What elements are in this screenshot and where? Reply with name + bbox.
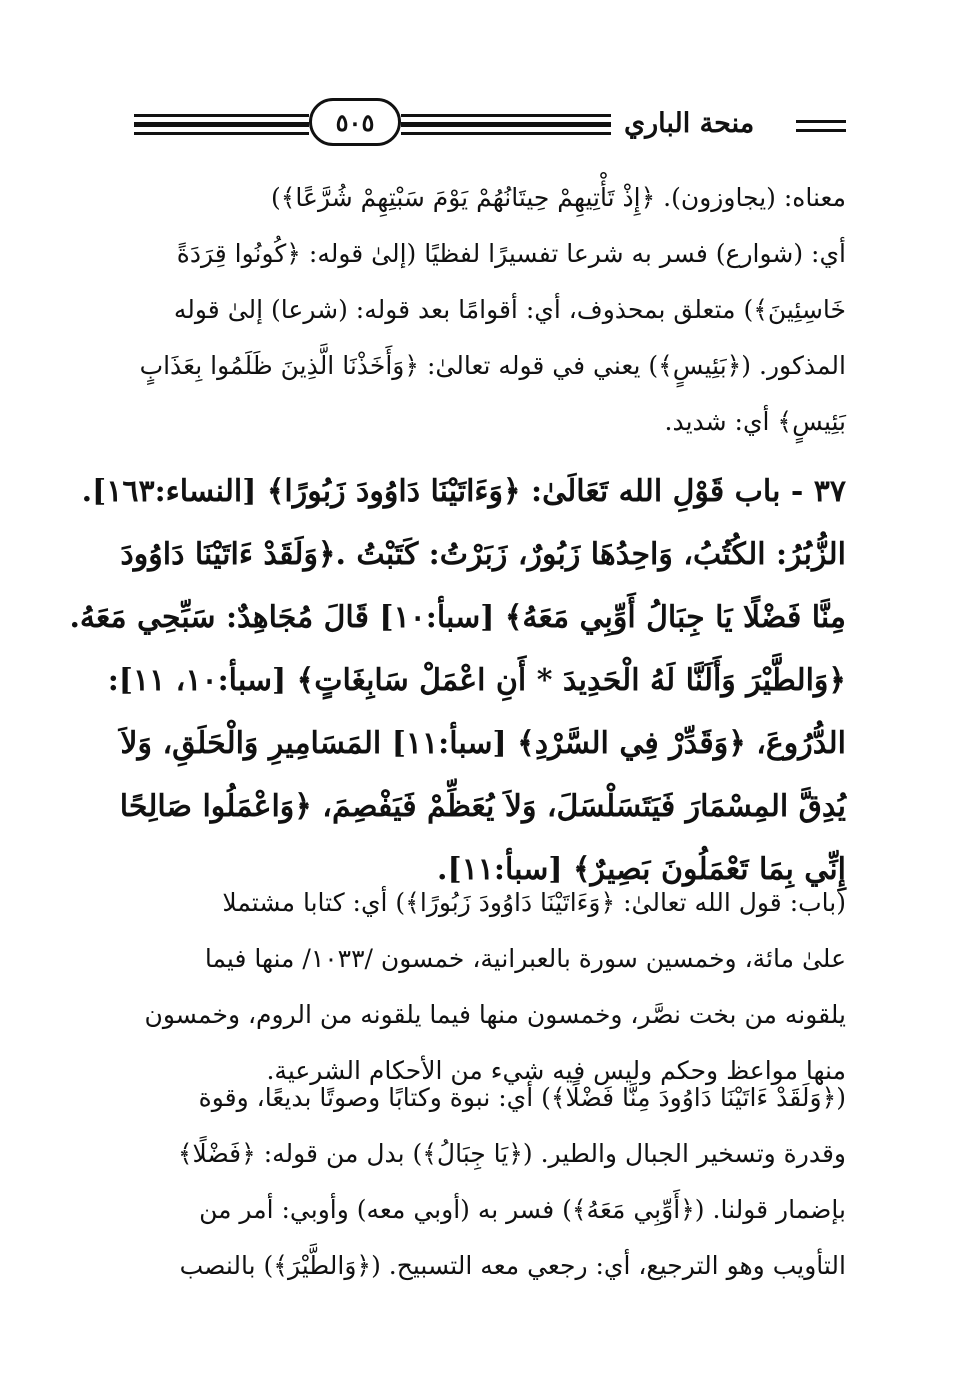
commentary-block-1: [128, 170, 846, 450]
text-line: يلقونه من بخت نصَّر، وخمسون منها فيما يلقونه من الروم، وخمسون: [144, 1000, 846, 1029]
text-line: أي: (شوارع) فسر به شرعا تفسيرًا لفظيًا (إلىٰ قوله: ﴿كُونُوا قِرَدَةً: [176, 239, 846, 268]
commentary-block-3: [128, 1070, 846, 1294]
text-line: خَاسِئِينَ﴾) متعلق بمحذوف، أي: أقوامًا بعد قوله: (شرعا) إلىٰ قوله: [173, 295, 846, 324]
page-header: [134, 98, 846, 158]
text-line: بَئِيسٍ﴾ أي: شديد.: [664, 407, 846, 436]
chapter-line: الدُّرُوعَ، ﴿وَقَدِّرْ فِي السَّرْدِ﴾ [سبأ:١١] المَسَامِيرِ وَالْحَلَقِ، وَلاَ: [120, 726, 846, 761]
chapter-line: ٣٧ - باب قَوْلِ الله تَعَالَىٰ: ﴿وَءَاتَيْنَا دَاوُودَ زَبُورًا﴾ [النساء:١٦٣].: [81, 474, 846, 509]
text-line: وقدرة وتسخير الجبال والطير. (﴿يَا جِبَالُ﴾) بدل من قوله: ﴿فَضْلًا﴾: [177, 1139, 846, 1168]
text-line: بإضمار قولنا. (﴿أَوِّبِي مَعَهُ﴾) فسر به (أوبي معه) وأوبي: أمر من: [199, 1195, 846, 1224]
text-line: التأويب وهو الترجيع، أي: رجعي معه التسبيح. (﴿وَالطَّيْرَ﴾) بالنصب: [179, 1251, 846, 1280]
header-rule-right-top: [796, 120, 846, 123]
text-line: (﴿وَلَقَدْ ءَاتَيْنَا دَاوُودَ مِنَّا فَضْلًا﴾) أي: نبوة وكتابًا وصوتًا بديعًا، وقوة: [198, 1083, 846, 1112]
text-line: معناه: (يجاوزون). ﴿إِذْ تَأْتِيهِمْ حِيتَانُهُمْ يَوْمَ سَبْتِهِمْ شُرَّعًا﴾): [271, 183, 846, 212]
header-rule-left-mid: [134, 122, 309, 127]
chapter-line: الزُّبُرُ: الكُتُبُ، وَاحِدُهَا زَبُورٌ، زَبَرْتُ: كَتَبْتُ .﴿وَلَقَدْ ءَاتَيْنَا دَاوُودَ: [120, 537, 846, 572]
book-title: منحة الباري: [624, 108, 755, 139]
text-line: المذكور. (﴿بَئِيسٍ﴾) يعني في قوله تعالىٰ: ﴿وَأَخَذْنَا الَّذِينَ ظَلَمُوا بِعَذَابٍ: [139, 351, 846, 380]
chapter-line-last: إِنِّي بِمَا تَعْمَلُونَ بَصِيرٌ﴾ [سبأ:١١].: [437, 852, 846, 887]
header-rule-middle-mid: [401, 122, 611, 127]
text-line: (باب: قول الله تعالىٰ: ﴿وَءَاتَيْنَا دَاوُودَ زَبُورًا﴾) أي: كتابا مشتملا: [222, 888, 846, 917]
chapter-line: مِنَّا فَضْلًا يَا جِبَالُ أَوِّبِي مَعَهُ﴾ [سبأ:١٠] قَالَ مُجَاهِدٌ: سَبِّحِي مَعَهُ.: [69, 600, 846, 635]
header-rule-middle-bottom: [401, 132, 611, 135]
chapter-heading-block: [69, 460, 846, 901]
header-rule-middle-top: [401, 114, 611, 117]
commentary-block-2: [128, 875, 846, 1099]
header-rule-left-bottom: [134, 132, 309, 135]
page-number: ٥٠٥: [309, 98, 401, 146]
chapter-line: ﴿وَالطَّيْرَ وَأَلَنَّا لَهُ الْحَدِيدَ * أَنِ اعْمَلْ سَابِغَاتٍ﴾ [سبأ:١٠، ١١]:: [107, 663, 846, 698]
chapter-line: يُدِقَّ المِسْمَارَ فَيَتَسَلْسَلَ، وَلاَ يُعَظِّمْ فَيَفْصِمَ، ﴿وَاعْمَلُوا صَالِحًا: [119, 789, 846, 824]
header-rule-right-bottom: [796, 129, 846, 132]
text-line: منها مواعظ وحكم وليس فيه شيء من الأحكام الشرعية.: [266, 1056, 846, 1085]
text-line: علىٰ مائة، وخمسين سورة بالعبرانية، خمسون /١٠٣٣/ منها فيما: [204, 944, 846, 973]
header-rule-left-top: [134, 114, 309, 117]
